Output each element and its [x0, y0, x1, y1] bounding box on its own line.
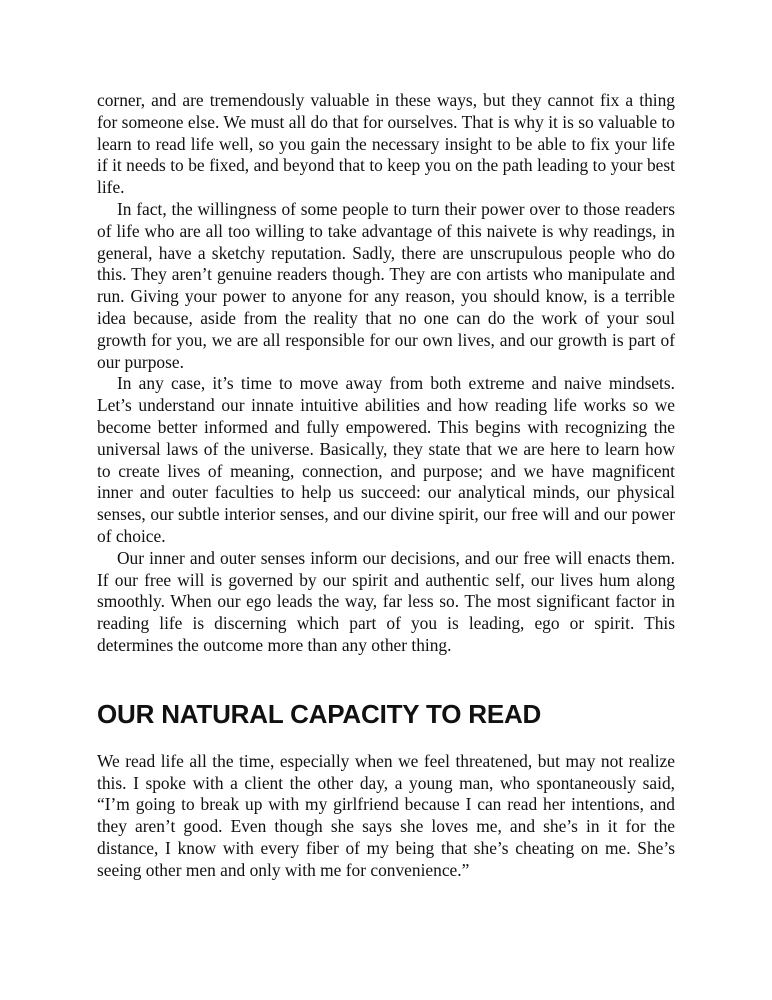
body-paragraph: We read life all the time, especially when we feel threatened, but may not realize this. I spoke with a client the other day, a young man, who spontaneously said, “I’m going to break up with my girlfriend because I can read her intentions, and they aren’t good. Even though she says she loves me, and she’s in it for the distance, I know with every fiber of my being that she’s cheating on me. She’s seeing other men and only with me for convenience.”	[97, 750, 675, 880]
body-paragraph: In fact, the willingness of some people to turn their power over to those readers of life who are all too willing to take advantage of this naivete is why readings, in general, have a sketchy reputation. Sadly, there are unscrupulous people who do this. They aren’t genuine readers though. They are con artists who manipulate and run. Giving your power to anyone for any reason, you should know, is a terrible idea because, aside from the reality that no one can do the work of your soul growth for you, we are all responsible for our own lives, and our growth is part of our purpose.	[97, 198, 675, 372]
section-heading: OUR NATURAL CAPACITY TO READ	[97, 698, 542, 729]
body-paragraph: In any case, it’s time to move away from both extreme and naive mindsets. Let’s understand our innate intuitive abilities and how reading life works so we become better informed and fully empowered. This begins with recognizing the universal laws of the universe. Basically, they state that we are here to learn how to create lives of meaning, connection, and purpose; and we have magnificent inner and outer faculties to help us succeed: our analytical minds, our physical senses, our subtle interior senses, and our divine spirit, our free will and our power of choice.	[97, 373, 675, 546]
body-paragraph: Our inner and outer senses inform our decisions, and our free will enacts them. If our free will is governed by our spirit and authentic self, our lives hum along smoothly. When our ego leads the way, far less so. The most significant factor in reading life is discerning which part of you is leading, ego or spirit. This determines the outcome more than any other thing.	[97, 547, 675, 655]
page-content	[97, 90, 675, 882]
body-paragraph: corner, and are tremendously valuable in these ways, but they cannot fix a thing for someone else. We must all do that for ourselves. That is why it is so valuable to learn to read life well, so you gain the necessary insight to be able to fix your life if it needs to be fixed, and beyond that to keep you on the path leading to your best life.	[97, 90, 675, 198]
